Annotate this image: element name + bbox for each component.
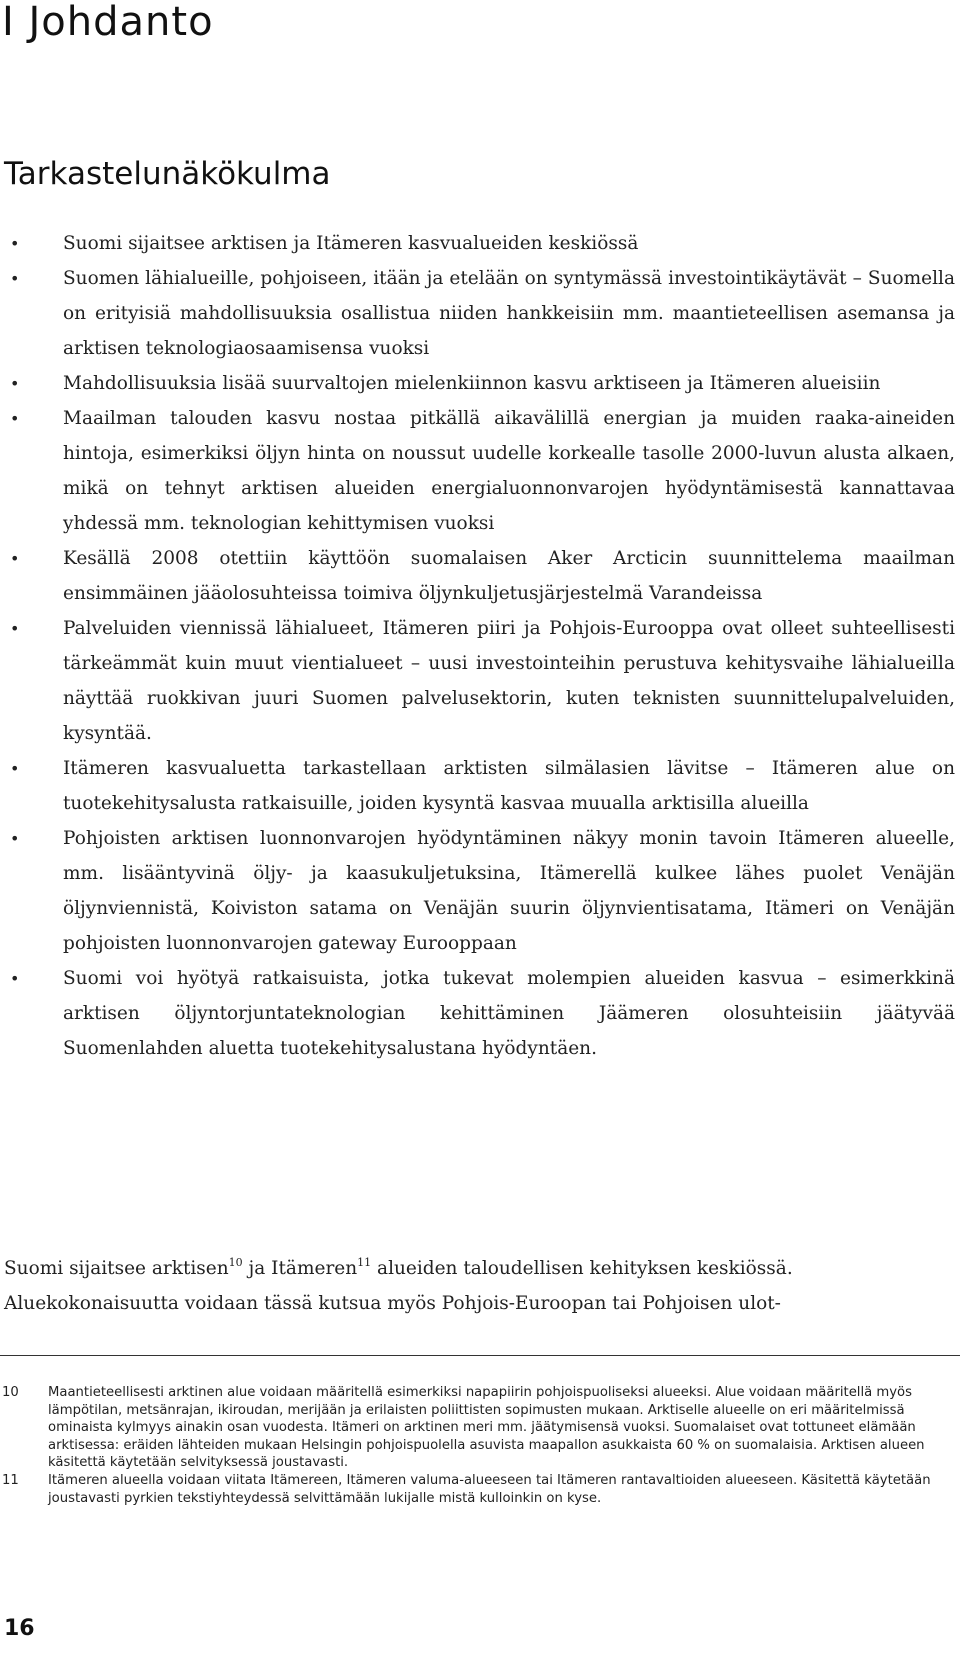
bullet-icon: • (10, 269, 20, 288)
footnote-divider (0, 1355, 960, 1356)
bullet-list (0, 226, 960, 1066)
footnote-item (0, 1384, 955, 1472)
bullet-item (0, 366, 960, 401)
body-text: Suomi sijaitsee arktisen (4, 1258, 229, 1279)
chapter-title: I Johdanto (2, 0, 214, 45)
bullet-item (0, 401, 960, 541)
bullet-item (0, 541, 960, 611)
bullet-item (0, 751, 960, 821)
bullet-text: Mahdollisuuksia lisää suurvaltojen mielenkiinnon kasvu arktiseen ja Itämeren alueisiin (63, 373, 881, 394)
bullet-icon: • (10, 619, 20, 638)
section-title: Tarkastelunäkökulma (4, 156, 331, 192)
bullet-icon: • (10, 409, 20, 428)
footnote-ref-10[interactable]: 10 (228, 1255, 243, 1269)
bullet-icon: • (10, 829, 20, 848)
bullet-text: Pohjoisten arktisen luonnonvarojen hyödyntäminen näkyy monin tavoin Itämeren alueelle, mm. lisääntyvinä öljy- ja kaasukuljetuksina, Itämerellä kulkee lähes puolet Venäjän öljynviennistä, Koiviston satama on Venäjän suurin öljynvientisatama, Itämeri on Venäjän pohjoisten luonnonvarojen gateway Eurooppaan (63, 828, 955, 954)
footnote-text: Itämeren alueella voidaan viitata Itämereen, Itämeren valuma-alueeseen tai Itämeren rantavaltioiden alueeseen. Käsitettä käytetään joustavasti pyrkien tekstiyhteydessä selvittämään lukijalle mistä kulloinkin on kyse. (48, 1472, 931, 1506)
bullet-icon: • (10, 969, 20, 988)
bullet-item (0, 611, 960, 751)
body-text: alueiden taloudellisen kehityksen keskiössä. (371, 1258, 793, 1279)
footnote-number: 10 (2, 1385, 19, 1400)
footnote-item (0, 1472, 955, 1507)
body-paragraph-line-1 (4, 1251, 952, 1286)
bullet-item (0, 961, 960, 1066)
bullet-text: Maailman talouden kasvu nostaa pitkällä aikavälillä energian ja muiden raaka-aineiden hintoja, esimerkiksi öljyn hinta on noussut uudelle korkealle tasolle 2000-luvun alusta alkaen, mikä on tehnyt arktisen alueiden energialuonnonvarojen hyödyntämisestä kannattavaa yhdessä mm. teknologian kehittymisen vuoksi (63, 408, 955, 534)
body-paragraph-line-2: Aluekokonaisuutta voidaan tässä kutsua myös Pohjois-Euroopan tai Pohjoisen ulot- (4, 1293, 781, 1314)
bullet-text: Kesällä 2008 otettiin käyttöön suomalaisen Aker Arcticin suunnittelema maailman ensimmäinen jääolosuhteissa toimiva öljynkuljetusjärjestelmä Varandeissa (63, 548, 955, 604)
bullet-item (0, 821, 960, 961)
bullet-text: Itämeren kasvualuetta tarkastellaan arktisten silmälasien lävitse – Itämeren alue on tuotekehitysalusta ratkaisuille, joiden kysyntä kasvaa muualla arktisilla alueilla (63, 758, 955, 814)
bullet-text: Palveluiden viennissä lähialueet, Itämeren piiri ja Pohjois-Eurooppa ovat olleet suhteellisesti tärkeämmät kuin muut vientialueet – uusi investointeihin perustuva kehitysvaihe lähialueilla näyttää ruokkivan juuri Suomen palvelusektorin, kuten teknisten suunnittelupalveluiden, kysyntää. (63, 618, 955, 744)
footnote-text: Maantieteellisesti arktinen alue voidaan määritellä esimerkiksi napapiirin pohjoispuoliseksi alueeksi. Alue voidaan määritellä myös lämpötilan, metsänrajan, ikiroudan, merijään ja erilaisten poliittisten sopimusten mukaan. Arktiselle alueelle on eri määritelmissä ominaista kylmyys ainakin osan vuodesta. Itämeri on arktinen meri mm. jäätymisensä vuoksi. Suomalaiset ovat tottuneet elämään arktisessa: eräiden lähteiden mukaan Helsingin pohjoispuolella asuvista maapallon asukkaista 60 % on suomalaisia. Arktisen alueen käsitettä käytetään selvityksessä joustavasti. (48, 1385, 925, 1471)
bullet-icon: • (10, 549, 20, 568)
body-text: ja Itämeren (242, 1258, 358, 1279)
bullet-icon: • (10, 759, 20, 778)
bullet-icon: • (10, 234, 20, 253)
bullet-item (0, 226, 960, 261)
bullet-text: Suomi voi hyötyä ratkaisuista, jotka tukevat molempien alueiden kasvua – esimerkkinä arktisen öljyntorjuntateknologian kehittäminen Jäämeren olosuhteisiin jäätyvää Suomenlahden aluetta tuotekehitysalustana hyödyntäen. (63, 968, 955, 1059)
footnote-number: 11 (2, 1472, 19, 1488)
bullet-text: Suomen lähialueille, pohjoiseen, itään ja etelään on syntymässä investointikäytävät – Suomella on erityisiä mahdollisuuksia osallistua niiden hankkeisiin mm. maantieteellisen asemansa ja arktisen teknologiaosaamisensa vuoksi (63, 268, 955, 359)
bullet-icon: • (10, 374, 20, 393)
bullet-item (0, 261, 960, 366)
footnote-list (0, 1384, 955, 1507)
bullet-text: Suomi sijaitsee arktisen ja Itämeren kasvualueiden keskiössä (63, 233, 639, 254)
page-number: 16 (4, 1616, 35, 1641)
footnote-ref-11[interactable]: 11 (357, 1255, 372, 1269)
